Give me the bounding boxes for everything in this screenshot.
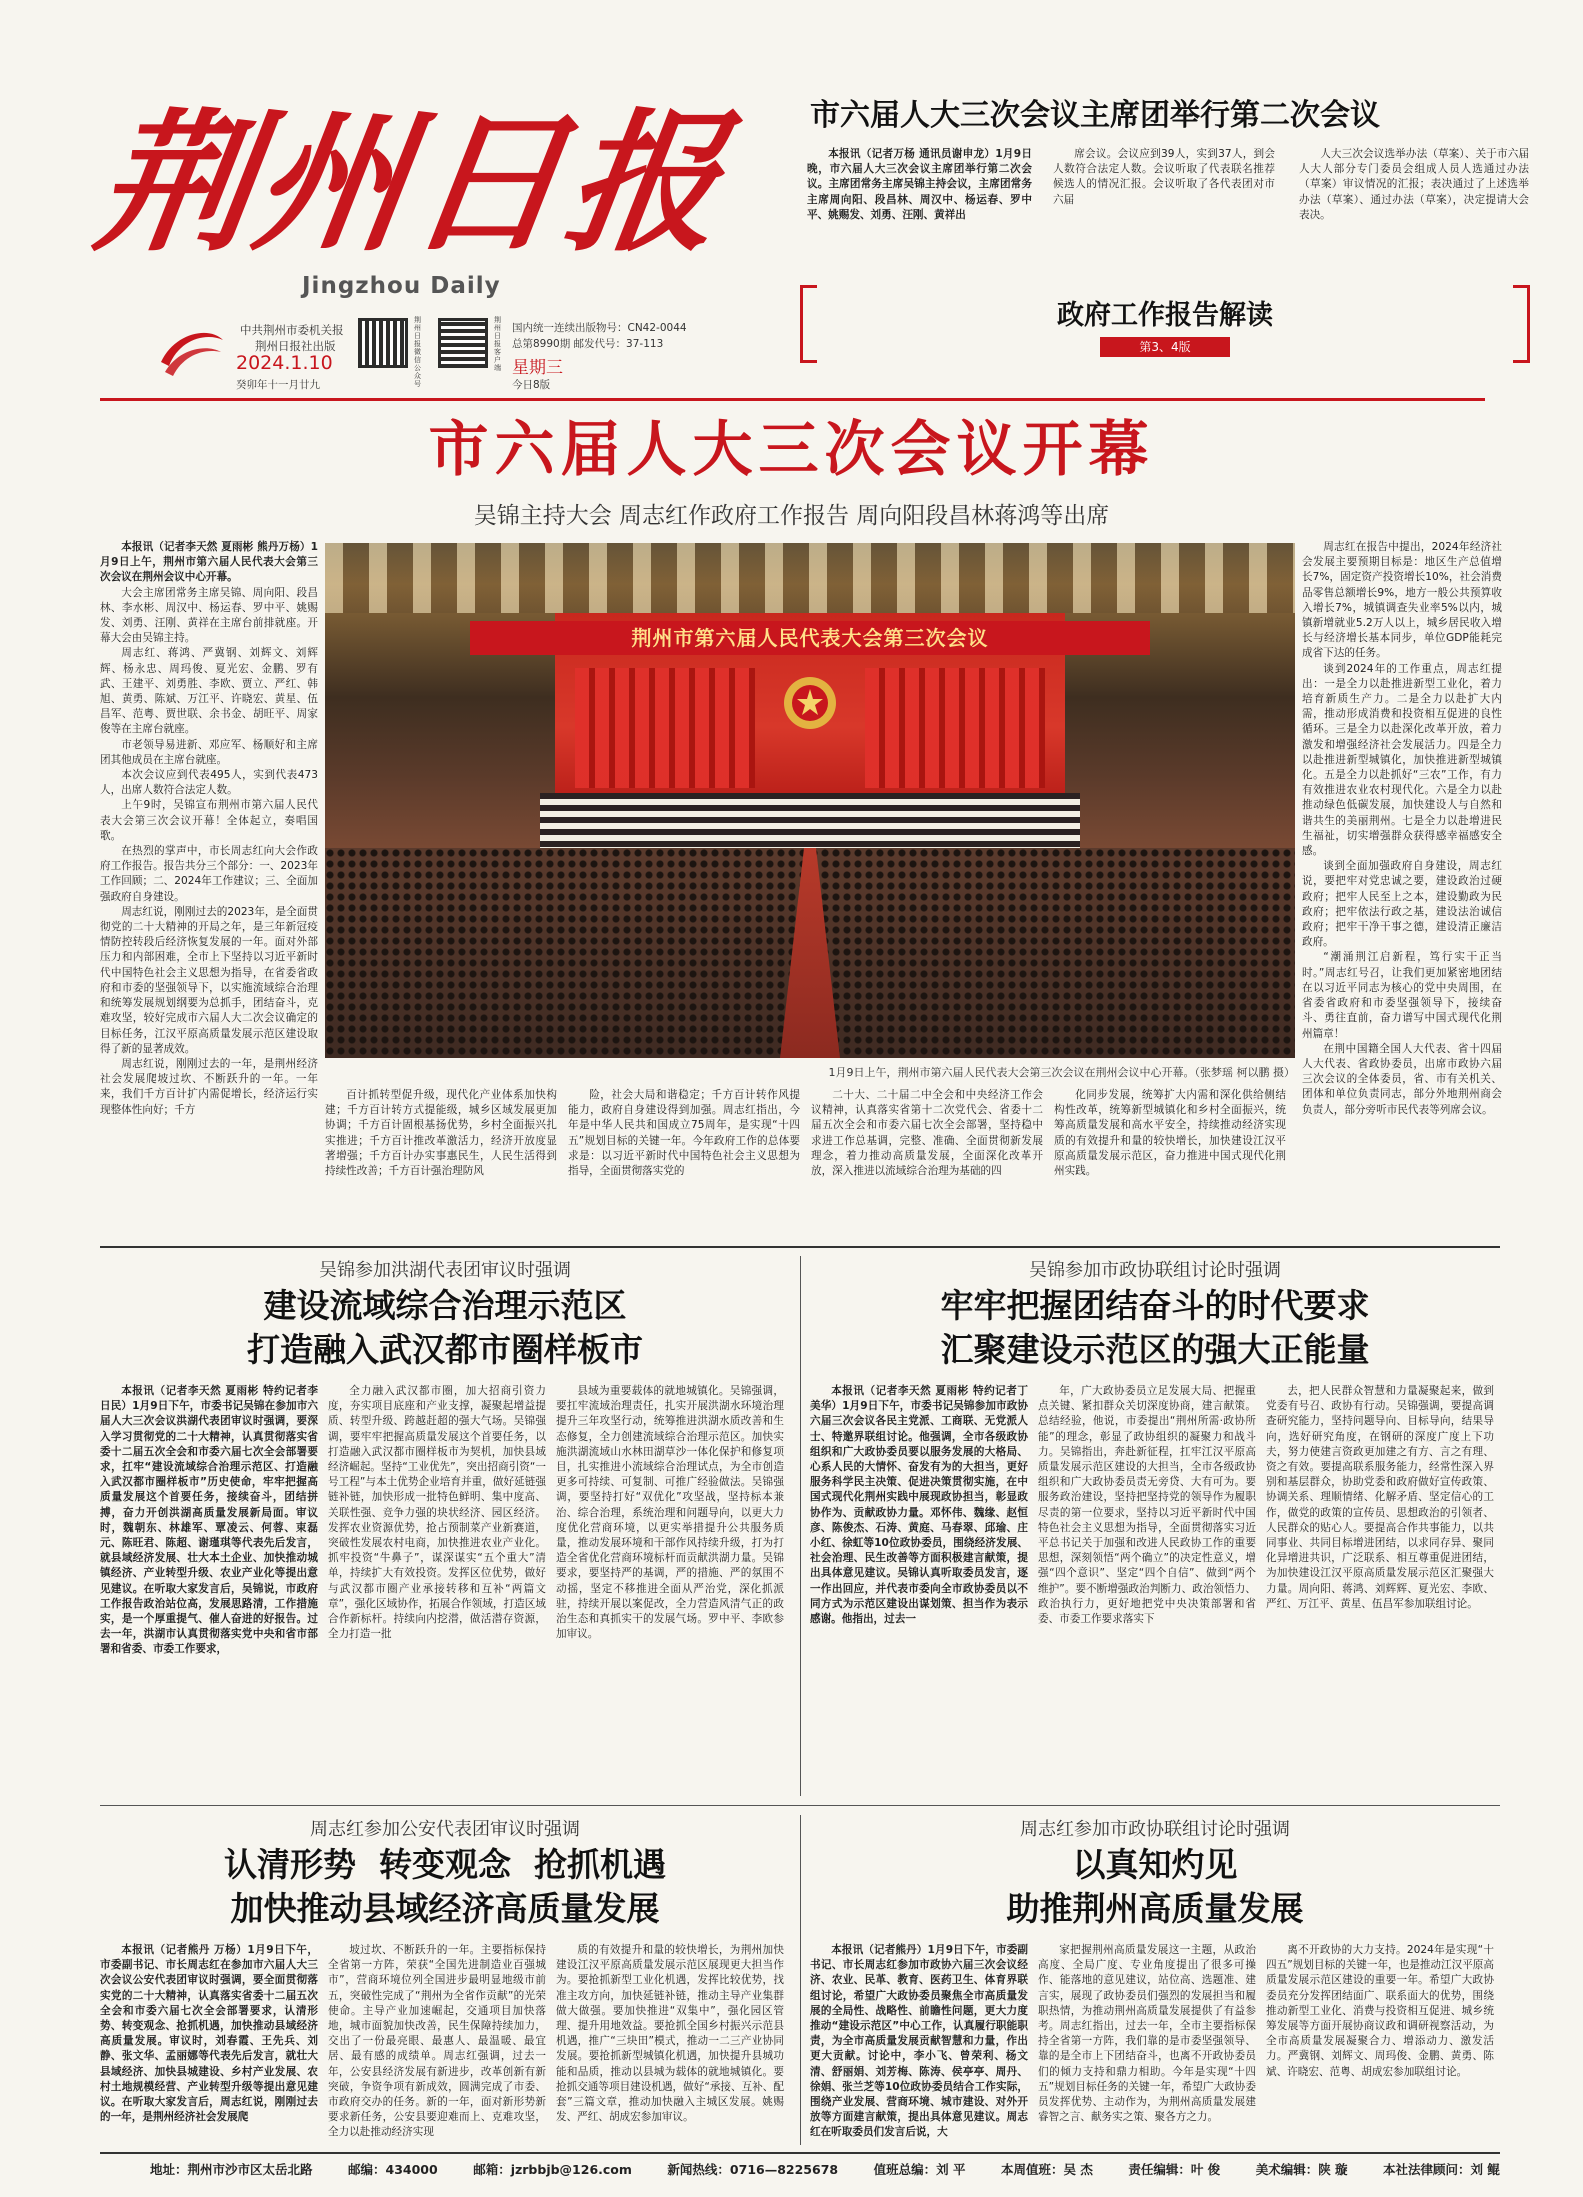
middle-divider-1: [800, 1256, 801, 1796]
article-gongan-kicker: 周志红参加公安代表团审议时强调: [310, 1819, 580, 1840]
article-cppcc-zhou-col-1: 本报讯（记者熊丹）1月9日下午，市委副书记、市长周志红参加市政协六届三次会议经济、农业、民革、教育、医药卫生、体育界联组讨论，希望广大政协委员聚焦全市高质量发展的全局性、战略性、前瞻性问题，更大力度推动“建设示范区”中心工作，认真履行职能职责，为全市高质量发展贡献智慧和力量，作出更大贡献。讨论中，李小飞、曾荣利、杨文清、舒丽娟、刘芳梅、陈涛、侯亭亭、周丹、徐娟、张兰芝等10位政协委员结合工作实际，围绕产业发展、营商环境、城市建设、对外开放等方面建言献策，提出具体意见建议。周志红在听取委员们发言后说，大: [810, 1944, 1028, 2139]
sponsor-line-2: 荆州日报社出版: [255, 339, 336, 353]
weekday: 星期三: [512, 358, 563, 378]
article-gongan: [100, 1815, 790, 2150]
lead-photo: [325, 543, 1295, 1058]
lead-subhead: 吴锦主持大会 周志红作政府工作报告 周向阳段昌林蒋鸿等出席: [473, 503, 1110, 529]
lunar-date: 癸卯年十一月廿九: [236, 379, 320, 391]
sponsor-line-1: 中共荆州市委机关报: [240, 323, 344, 337]
promo-title: 政府工作报告解读: [1057, 300, 1273, 331]
top-story-title: 市六届人大三次会议主席团举行第二次会议: [810, 98, 1380, 133]
article-cppcc-wu-col-2: 年，广大政协委员立足发展大局、把握重点关键、紧扣群众关切深度协商，建言献策。总结经验，他说，市委提出“荆州所需·政协所能”的理念，彰显了政协组织的凝聚力和战斗力。吴锦指出，奔赴新征程，扛牢江汉平原高质量发展示范区建设的大担当，全市各级政协组织和广大政协委员责无旁贷、大有可为。要服务政治建设，坚持把坚持党的领导作为履职尽责的第一位要求，坚持以习近平新时代中国特色社会主义思想为指导，全面贯彻落实习近平总书记关于加强和改进人民政协工作的重要思想，深刻领悟“两个确立”的决定性意义，增强“四个意识”、坚定“四个自信”、做到“两个维护”。要不断增强政治判断力、政治领悟力、政治执行力，更好地把党中央决策部署和省委、市委工作要求落实下: [1038, 1385, 1256, 1626]
article-hongfu-kicker: 吴锦参加洪湖代表团审议时强调: [319, 1260, 571, 1281]
footer-weekly-duty: 本周值班：吴 杰: [1000, 2162, 1093, 2177]
page-count: 今日8版: [512, 379, 551, 391]
ceiling-lights: [325, 543, 1295, 613]
footer: [150, 2160, 1500, 2182]
article-cppcc-wu-title-2: 汇聚建设示范区的强大正能量: [940, 1330, 1370, 1369]
article-cppcc-zhou-title-2: 助推荆州高质量发展: [1006, 1889, 1304, 1928]
lead-left-column: 本报讯（记者李天然 夏雨彬 熊丹万杨）1月9日上午，荆州市第六届人民代表大会第三次会议在荆州会议中心开幕。 大会主席团常务主席吴锦、周向阳、段昌林、李水彬、周汉中、杨运春、罗中平、姚赐发、刘勇、汪刚、黄祥在主席台前排就座。开幕大会由吴锦主持。 周志红、蒋鸿、严冀钢、刘辉文、刘辉辉、杨永忠、周玛俊、夏光宏、金鹏、罗有武、王建平、刘勇胜、李欧、贾立、严红、韩旭、黄勇、陈斌、万江平、许晓宏、黄星、伍昌军、范粤、贾世联、余书金、胡旺平、周家俊等在主席台就座。 市老领导易进新、邓应军、杨顺好和主席团其他成员在主席台就座。 本次会议应到代表495人，实到代表473人，出席人数符合法定人数。 上午9时，吴锦宣布荆州市第六届人民代表大会第三次会议开幕！全体起立，奏唱国歌。 在热烈的掌声中，市长周志红向大会作政府工作报告。报告共分三个部分：一、2023年工作回顾；二、2024年工作建议；三、全面加强政府自身建设。 周志红说，刚刚过去的2023年，是全面贯彻党的二十大精神的开局之年，是三年新冠疫情防控转段后经济恢复发展的一年。面对外部压力和内部困难，全市上下坚持以习近平新时代中国特色社会主义思想为指导，在省委省政府和市委的坚强领导下，以实施流域综合治理和统筹发展规划纲要为总抓手，团结奋斗，克难攻坚，较好完成市六届人大二次会议确定的目标任务，江汉平原高质量发展示范区建设取得了新的显著成效。 周志红说，刚刚过去的一年，是荆州经济社会发展爬坡过坎、不断跃升的一年。一年来，我们千方百计扩内需促增长，经济运行实现整体性向好；千方: [100, 541, 318, 1116]
article-hongfu-title-1: 建设流域综合治理示范区: [263, 1286, 627, 1325]
masthead-latin: Jingzhou Daily: [302, 273, 501, 299]
article-cppcc-wu-col-1: 本报讯（记者李天然 夏雨彬 特约记者丁美华）1月9日下午，市委书记吴锦参加市政协六届三次会议各民主党派、工商联、无党派人士、特邀界联组讨论。他强调，全市各级政协组织和广大政协委员要以服务发展的大格局、心系人民的大情怀、奋发有为的大担当，更好服务科学民主决策、促进决策贯彻实施，在中国式现代化荆州实践中展现政协担当，彰显政协作为、贡献政协力量。邓怀伟、魏缘、赵恒彦、陈俊杰、石涛、黄庭、马春翠、邱瑜、庄小红、徐虹等10位政协委员，围绕经济发展、社会治理、民生改善等方面积极建言献策，提出具体意见建议。吴锦认真听取委员发言，逐一作出回应，并代表市委向全市政协委员以不同方式为示范区建设出谋划策、担当作为表示感谢。他指出，过去一: [810, 1385, 1028, 1626]
article-cppcc-zhou-kicker: 周志红参加市政协联组讨论时强调: [1020, 1819, 1290, 1840]
footer-editor: 责任编辑：叶 俊: [1128, 2162, 1221, 2177]
flags-left: [575, 668, 755, 788]
lead-bottom-col-4: 化同步发展，统筹扩大内需和深化供给侧结构性改革，统筹新型城镇化和乡村全面振兴，统筹高质量发展和高水平安全，持续推动经济实现质的有效提升和量的较快增长，加快建设江汉平原高质量发展示范区，奋力推进中国式现代化荆州实践。: [1054, 1089, 1286, 1178]
masthead-rule: [100, 398, 1485, 401]
footer-art-editor: 美术编辑：陕 璇: [1255, 2162, 1348, 2177]
article-cppcc-wu-kicker: 吴锦参加市政协联组讨论时强调: [1029, 1260, 1281, 1281]
top-story-col-3: 人大三次会议选举办法（草案）、关于市六届人大人部分专门委员会组成人员人选通过办法（草案）审议情况的汇报；表决通过了上述选举办法（草案）、通过办法（草案），决定提请大会表决。: [1299, 148, 1529, 221]
qr-code-wechat: [358, 318, 408, 368]
issue-date: 2024.1.10: [236, 352, 333, 374]
flags-right: [865, 668, 1045, 788]
article-gongan-col-1: 本报讯（记者熊丹 万杨）1月9日下午，市委副书记、市长周志红在参加市六届人大三次会议公安代表团审议时强调，要全面贯彻落实党的二十大精神，认真落实省委十二届五次全会和市委六届七次全会部署要求，认清形势、转变观念、抢抓机遇，加快推动县域经济高质量发展。审议时，刘春霞、王先兵、刘静、张文华、孟丽娜等代表先后发言，就壮大县域经济、加快县城建设、乡村产业发展、农村土地规模经营、产业转型升级等提出意见建议。在听取大家发言后，周志红说，刚刚过去的一年，是荆州经济社会发展爬: [100, 1944, 318, 2124]
masthead: [0, 0, 780, 395]
article-cppcc-wu-title-1: 牢牢把握团结奋斗的时代要求: [940, 1286, 1370, 1325]
footer-postcode: 邮编：434000: [348, 2162, 438, 2177]
promo-box[interactable]: [800, 285, 1530, 363]
newspaper-emblem-icon: [155, 322, 227, 380]
article-hongfu-col-2: 全力融入武汉都市圈，加大招商引资力度，夯实项目底座和产业支撑，凝聚起增益提质、转型升级、跨越赶超的强大气场。吴锦强调，要牢牢把握高质量发展这个首要任务，以打造融入武汉都市圈样板市为契机，加快县域经济崛起。坚持“工业优先”，突出招商引资“一号工程”与本土优势企业培育并重，做好延链强链补链，加快形成一批特色鲜明、集中度高、关联性强、竞争力强的块状经济、园区经济。发挥农业资源优势，抢占预制菜产业新赛道，突破性发展农村电商，加快推进农业产业化。抓牢投资“牛鼻子”，谋深谋实“五个重大”清单，持续扩大有效投资。发挥区位优势，做好与武汉都市圈产业承接转移和互补“两篇文章”，强化区域协作，拓展合作领域，打造区域合作新标杆。持续向内挖潜，做活潜存资源，全力打造一批: [328, 1385, 546, 1641]
article-gongan-col-2: 坡过坎、不断跃升的一年。主要指标保持全省第一方阵，荣获“全国先进制造业百强城市”，营商环境位列全国进步最明显地级市前五，突破性完成了“荆州为全省作贡献”的光荣使命。主导产业加速崛起，交通项目加快落地，城市面貌加快改善，民生保障持续加力，交出了一份最亮眼、最惠人、最温暖、最宜居、最有感的成绩单。周志红强调，过去一年，公安县经济发展有新进步，改革创新有新突破，争资争项有新成效，圆满完成了市委、市政府交办的任务。新的一年，面对新形势新要求新任务，公安县要迎难而上、克难攻坚，全力以赴推动经济实现: [328, 1944, 546, 2139]
article-hongfu: [100, 1256, 790, 1801]
article-hongfu-col-3: 县域为重要载体的就地城镇化。吴锦强调，要扛牢流域治理责任，扎实开展洪湖水环境治理提升三年攻坚行动，统筹推进洪湖水质改善和生态修复，全力创建流域综合治理示范区。加快实施洪湖流域山水林田湖草沙一体化保护和修复项目，扎实推进小流域综合治理试点，为全市创造更多可持续、可复制、可推广经验做法。吴锦强调，要坚持打好“双优化”攻坚战，坚持标本兼治、综合治理，系统治理和问题导向，以更大力度优化营商环境，以更实举措提升公共服务质量，推动发展环境和干部作风持续升级，打为打造全省优化营商环境标杆而贡献洪湖力量。吴锦要求，要坚持严的基调，严的措施、严的氛围不动摇，坚定不移推进全面从严治党，深化抓派驻，持续开展以案促改，全力营造风清气正的政治生态和真抓实干的发展气场。罗中平、李欧参加审议。: [556, 1385, 784, 1641]
cn-number: 国内统一连续出版物号：CN42-0044: [512, 322, 687, 334]
footer-hotline: 新闻热线：0716—8225678: [667, 2162, 839, 2177]
footer-lawyer: 本社法律顾问：刘 鲲: [1383, 2162, 1500, 2177]
lead-bottom-rule: [100, 1246, 1500, 1248]
mid-rule: [100, 1805, 1500, 1806]
footer-email[interactable]: 邮箱：jzrbbjb@126.com: [473, 2162, 632, 2177]
article-cppcc-wu-col-3: 去，把人民群众智慧和力量凝聚起来，做到党委有号召、政协有行动。吴锦强调，要提高调查研究能力，坚持问题导向、目标导向，结果导向，选好研究角度，在钢研的深度广度上下功夫，努力使建言资政更加建之有方、言之有理、资之有效。要提高联系服务能力，经常性深入界别和基层群众，协助党委和政府做好宣传政策、协调关系、理顺情绪、化解矛盾、坚定信心的工作，做党的政策的宣传员、思想政治的引领者、人民群众的贴心人。要提高合作共事能力，以共同事业、共同目标增进团结，以求同存异、聚同化异增进共识，广泛联系、相互尊重促进团结，为加快建设江汉平原高质量发展示范区汇聚强大力量。周向阳、蒋鸿、刘辉辉、夏光宏、李欧、严红、万江平、黄星、伍昌军参加联组讨论。: [1266, 1385, 1494, 1610]
article-cppcc-wu: [810, 1256, 1500, 1801]
footer-rule: [100, 2152, 1500, 2154]
lead-bottom-col-3: 二十大、二十届二中全会和中央经济工作会议精神，认真落实省第十二次党代会、省委十二届五次全会和市委六届七次全会部署，坚持稳中求进工作总基调，完整、准确、全面贯彻新发展理念，着力推动高质量发展，全面深化改革开放，深入推进以流域综合治理为基础的四: [811, 1089, 1043, 1178]
qr-label-wechat: 荆州日报微信公众号: [414, 316, 421, 388]
article-gongan-col-3: 质的有效提升和量的较快增长，为荆州加快建设江汉平原高质量发展示范区展现更大担当作为。要抢抓新型工业化机遇，发挥比较优势，找准主攻方向，加快延链补链，推动主导产业集群做大做强。要加快推进“双集中”，强化园区管理、提升用地效益。要抢抓全国乡村振兴示范县机遇，推广“三块田”模式，推动一二三产业协同发展。要抢抓新型城镇化机遇，加快提升县城功能和品质，推动以县城为载体的就地城镇化。要抢抓交通等项目建设机遇，做好“承接、互补、配套”三篇文章，推动加快融入主城区发展。姚赐发、严红、胡成宏参加审议。: [556, 1944, 784, 2124]
article-gongan-title-1: 认清形势 转变观念 抢抓机遇: [224, 1845, 666, 1884]
lead-bottom-col-2: 险，社会大局和谐稳定；千方百计转作风提能力，政府自身建设得到加强。周志红指出，今年是中华人民共和国成立75周年，是实现“十四五”规划目标的关键一年。今年政府工作的总体要求是：以习近平新时代中国特色社会主义思想为指导，全面贯彻落实党的: [568, 1089, 800, 1178]
promo-badge: 第3、4版: [1100, 337, 1230, 357]
article-gongan-title-2: 加快推动县域经济高质量发展: [230, 1889, 660, 1928]
top-story-col-2: 席会议。会议应到39人，实到37人，到会人数符合法定人数。会议听取了代表联名推荐候选人的情况汇报。会议听取了各代表团对市六届: [1053, 148, 1275, 206]
article-cppcc-zhou-col-3: 离不开政协的大力支持。2024年是实现“十四五”规划目标的关键一年，也是推动江汉平原高质量发展示范区建设的重要一年。希望广大政协委员充分发挥团结面广、联系面大的优势，围绕推动新型工业化、消费与投资相互促进、城乡统筹发展等方面开展协商议政和调研视察活动，为全市高质量发展凝聚合力、增添动力、激发活力。严冀钢、刘辉文、周玛俊、金鹏、黄勇、陈斌、许晓宏、范粤、胡成宏参加联组讨论。: [1266, 1944, 1494, 2078]
photo-caption: 1月9日上午，荆州市第六届人民代表大会第三次会议在荆州会议中心开幕。（张梦瑶 柯以鹏 摄）: [828, 1066, 1295, 1079]
qr-code-app: [438, 318, 488, 368]
lead-headline: 市六届人大三次会议开幕: [428, 415, 1155, 485]
masthead-logo: 荆州日报: [87, 93, 737, 272]
footer-duty-editor: 值班总编：刘 平: [873, 2162, 966, 2177]
top-story-col-1: 本报讯（记者万杨 通讯员谢申龙）1月9日晚，市六届人大三次会议主席团举行第二次会议。主席团常务主席吴锦主持会议，主席团常务主席周向阳、段昌林、周汉中、杨运春、罗中平、姚赐发、刘勇、汪刚、黄祥出: [807, 148, 1032, 221]
lead-right-column: 周志红在报告中提出，2024年经济社会发展主要预期目标是：地区生产总值增长7%，固定资产投资增长10%，社会消费品零售总额增长9%，地方一般公共预算收入增长7%，城镇调查失业率5%以内，城镇新增就业5.2万人以上，城乡居民收入增长与经济增长基本同步，单位GDP能耗完成省下达的任务。 谈到2024年的工作重点，周志红提出：一是全力以赴推进新型工业化，着力培育新质生产力。二是全力以赴扩大内需，推动形成消费和投资相互促进的良性循环。三是全力以赴深化改革开放，着力激发和增强经济社会发展活力。四是全力以赴推进新型城镇化，加快推进新型城镇化。五是全力以赴抓好“三农”工作，有力有效推进农业农村现代化。六是全力以赴推动绿色低碳发展，加快建设人与自然和谐共生的美丽荆州。七是全力以赴增进民生福祉，切实增强群众获得感幸福感安全感。 谈到全面加强政府自身建设，周志红说，要把牢对党忠诚之要，建设政治过硬政府；把牢人民至上之本，建设勤政为民政府；把牢依法行政之基，建设法治诚信政府；把牢干净干事之德，建设清正廉洁政府。 “潮涌荆江启新程，笃行实干正当时。”周志红号召，让我们更加紧密地团结在以习近平同志为核心的党中央周围，在省委省政府和市委坚强领导下，接续奋斗、勇往直前，奋力谱写中国式现代化荆州篇章！ 在荆中国籍全国人大代表、省十四届人大代表、省政协委员，出席市政协六届三次会议的全体委员，省、市有关机关、团体和单位负责同志，部分外地荆州商会负责人，部分旁听市民代表等列席会议。: [1302, 541, 1502, 1116]
footer-address: 地址：荆州市沙市区太岳北路: [150, 2162, 313, 2177]
lead-bottom-col-1: 百计抓转型促升级，现代化产业体系加快构建；千方百计转方式提能级，城乡区域发展更加协调；千方百计固根基扬优势，乡村全面振兴扎实推进；千方百计推改革激活力，经济开放度显著增强；千方百计办实事惠民生，人民生活得到持续性改善；千方百计强治理防风: [325, 1089, 557, 1178]
national-emblem-icon: [782, 675, 838, 731]
article-cppcc-zhou-title-1: 以真知灼见: [1072, 1845, 1238, 1884]
issue-number: 总第8990期 邮发代号：37-113: [512, 338, 664, 350]
article-cppcc-zhou-col-2: 家把握荆州高质量发展这一主题，从政治高度、全局广度、专业角度提出了很多可操作、能落地的意见建议，站位高、选题准、建言实，展现了政协委员们强烈的发展担当和履职热情，为推动荆州高质量发展提供了有益参考。周志红指出，过去一年，全市主要指标保持全省第一方阵，我们靠的是市委坚强领导、靠的是全市上下团结奋斗，也离不开政协委员们的倾力支持和鼎力相助。今年是实现“十四五”规划目标任务的关键一年，希望广大政协委员发挥优势、主动作为，为荆州高质量发展建睿智之言、献务实之策、聚各方之力。: [1038, 1944, 1256, 2124]
qr-label-app: 荆州日报客户端: [494, 316, 501, 372]
article-hongfu-title-2: 打造融入武汉都市圈样板市: [247, 1330, 643, 1369]
article-cppcc-zhou: [810, 1815, 1500, 2150]
photo-banner: 荆州市第六届人民代表大会第三次会议: [470, 621, 1150, 655]
article-hongfu-col-1: 本报讯（记者李天然 夏雨彬 特约记者李日民）1月9日下午，市委书记吴锦在参加市六届人大三次会议洪湖代表团审议时强调，要深入学习贯彻党的二十大精神，认真贯彻落实省委十二届五次全会和市委六届七次全会部署要求，扛牢“建设流域综合治理示范区、打造融入武汉都市圈样板市”历史使命，牢牢把握高质量发展这个首要任务，接续奋斗，团结拼搏，奋力开创洪湖高质量发展新局面。审议时，魏朝东、林雄军、覃凌云、何蓉、束磊元、陈旺君、陈超、谢瑾琪等代表先后发言，就县域经济发展、壮大本土企业、加快推动城镇经济、产业转型升级、农业产业化等提出意见建议。在听取大家发言后，吴锦说，市政府工作报告政治站位高，发展思路清，工作措施实，是一个厚重提气、催人奋进的好报告。过去一年，洪湖市认真贯彻落实党中央和省市部署和省委、市委工作要求，: [100, 1385, 318, 1656]
top-story: [795, 80, 1535, 280]
presidium-rows: [540, 793, 1080, 853]
middle-divider-2: [800, 1815, 801, 2145]
